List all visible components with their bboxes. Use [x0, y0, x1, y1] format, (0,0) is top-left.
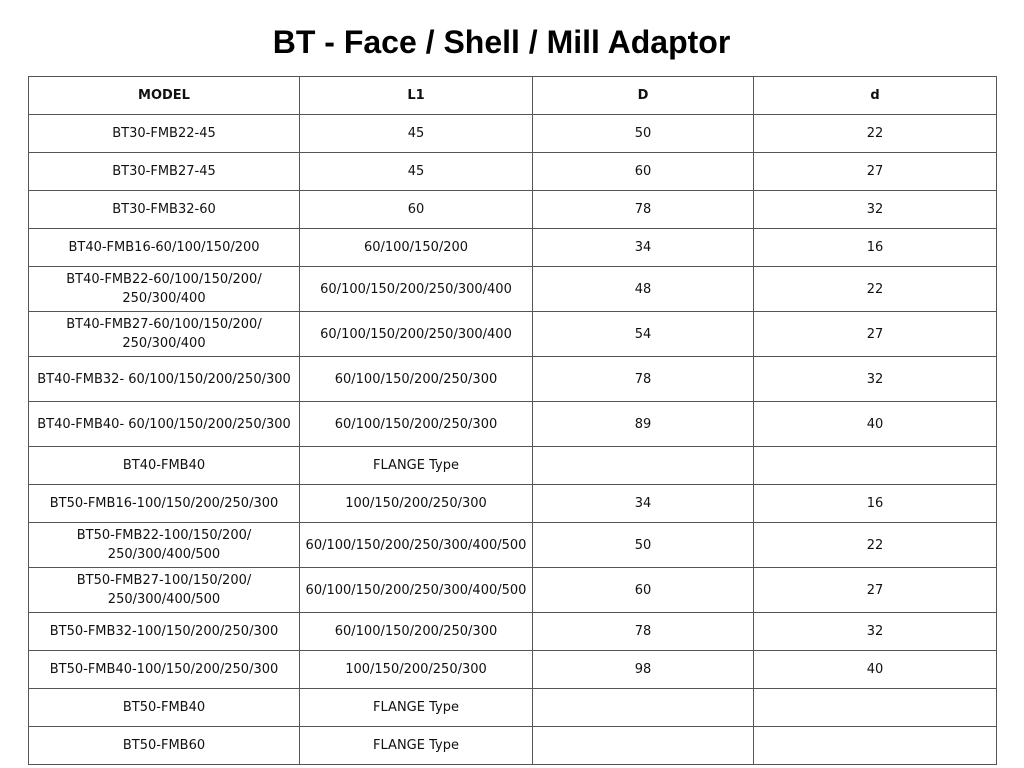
cell-bore: 22 [754, 267, 997, 312]
cell-diameter: 60 [533, 153, 754, 191]
table-row [29, 357, 997, 402]
cell-l1: FLANGE Type [300, 447, 533, 485]
cell-bore [754, 689, 997, 727]
cell-diameter: 34 [533, 485, 754, 523]
table-row [29, 485, 997, 523]
cell-diameter: 98 [533, 651, 754, 689]
table-row [29, 312, 997, 357]
cell-model: BT40-FMB22-60/100/150/200/ 250/300/400 [29, 267, 300, 312]
cell-model: BT30-FMB27-45 [29, 153, 300, 191]
cell-l1: 100/150/200/250/300 [300, 485, 533, 523]
cell-l1: 45 [300, 115, 533, 153]
header-diameter: D [533, 77, 754, 115]
table-row [29, 651, 997, 689]
cell-model: BT40-FMB32- 60/100/150/200/250/300 [29, 357, 300, 402]
cell-bore: 40 [754, 402, 997, 447]
cell-bore: 22 [754, 523, 997, 568]
cell-bore: 32 [754, 613, 997, 651]
cell-bore: 16 [754, 485, 997, 523]
cell-model: BT50-FMB40 [29, 689, 300, 727]
cell-l1: 60/100/150/200/250/300 [300, 613, 533, 651]
cell-diameter [533, 689, 754, 727]
cell-diameter: 78 [533, 357, 754, 402]
cell-bore [754, 447, 997, 485]
cell-diameter: 50 [533, 115, 754, 153]
table-row [29, 447, 997, 485]
page-title: BT - Face / Shell / Mill Adaptor [272, 24, 731, 60]
spec-table [28, 76, 997, 765]
cell-model: BT40-FMB40- 60/100/150/200/250/300 [29, 402, 300, 447]
cell-diameter: 78 [533, 613, 754, 651]
cell-model: BT30-FMB32-60 [29, 191, 300, 229]
cell-l1: FLANGE Type [300, 689, 533, 727]
cell-l1: 100/150/200/250/300 [300, 651, 533, 689]
table-row [29, 191, 997, 229]
cell-diameter: 34 [533, 229, 754, 267]
cell-bore: 40 [754, 651, 997, 689]
cell-bore: 16 [754, 229, 997, 267]
cell-bore [754, 727, 997, 765]
cell-diameter: 89 [533, 402, 754, 447]
cell-diameter: 50 [533, 523, 754, 568]
table-row [29, 689, 997, 727]
cell-model: BT50-FMB32-100/150/200/250/300 [29, 613, 300, 651]
cell-l1: 60/100/150/200/250/300/400 [300, 267, 533, 312]
cell-diameter: 48 [533, 267, 754, 312]
cell-l1: 60 [300, 191, 533, 229]
cell-model: BT50-FMB27-100/150/200/ 250/300/400/500 [29, 568, 300, 613]
cell-bore: 27 [754, 312, 997, 357]
cell-model: BT50-FMB22-100/150/200/ 250/300/400/500 [29, 523, 300, 568]
cell-diameter: 54 [533, 312, 754, 357]
header-row [29, 77, 997, 115]
table-row [29, 153, 997, 191]
cell-l1: 60/100/150/200/250/300/400/500 [300, 568, 533, 613]
table-row [29, 613, 997, 651]
cell-model: BT50-FMB40-100/150/200/250/300 [29, 651, 300, 689]
header-l1: L1 [300, 77, 533, 115]
cell-model: BT50-FMB60 [29, 727, 300, 765]
cell-l1: 60/100/150/200/250/300 [300, 357, 533, 402]
cell-diameter [533, 727, 754, 765]
cell-diameter: 78 [533, 191, 754, 229]
cell-bore: 32 [754, 357, 997, 402]
table-row [29, 267, 997, 312]
cell-l1: 60/100/150/200/250/300/400 [300, 312, 533, 357]
cell-diameter [533, 447, 754, 485]
cell-bore: 22 [754, 115, 997, 153]
table-row [29, 523, 997, 568]
table-row [29, 402, 997, 447]
table-row [29, 568, 997, 613]
cell-diameter: 60 [533, 568, 754, 613]
cell-bore: 32 [754, 191, 997, 229]
cell-model: BT40-FMB27-60/100/150/200/ 250/300/400 [29, 312, 300, 357]
cell-l1: FLANGE Type [300, 727, 533, 765]
cell-l1: 60/100/150/200 [300, 229, 533, 267]
table-row [29, 229, 997, 267]
table-row [29, 727, 997, 765]
table-row [29, 115, 997, 153]
cell-bore: 27 [754, 153, 997, 191]
cell-model: BT40-FMB40 [29, 447, 300, 485]
cell-l1: 60/100/150/200/250/300 [300, 402, 533, 447]
header-model: MODEL [29, 77, 300, 115]
cell-bore: 27 [754, 568, 997, 613]
cell-model: BT30-FMB22-45 [29, 115, 300, 153]
cell-model: BT40-FMB16-60/100/150/200 [29, 229, 300, 267]
cell-l1: 45 [300, 153, 533, 191]
cell-l1: 60/100/150/200/250/300/400/500 [300, 523, 533, 568]
cell-model: BT50-FMB16-100/150/200/250/300 [29, 485, 300, 523]
header-bore: d [754, 77, 997, 115]
